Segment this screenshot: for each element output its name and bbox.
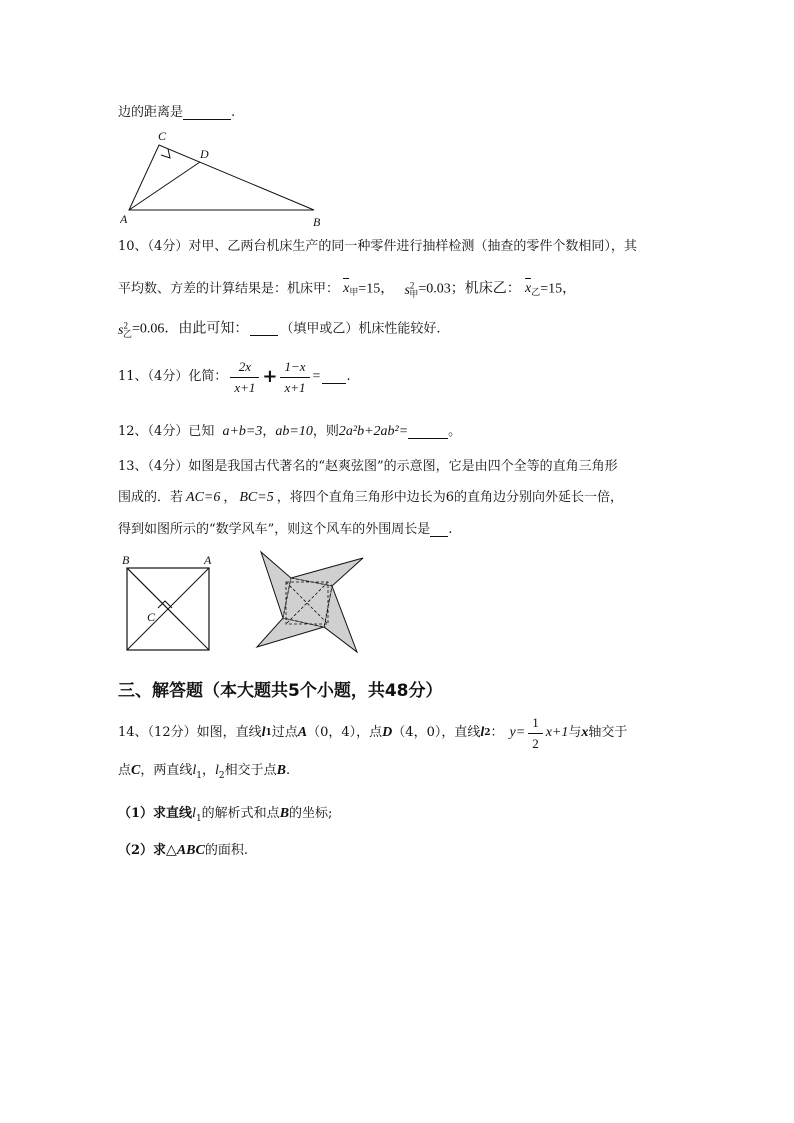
- q9-text: 边的距离是: [118, 105, 184, 120]
- math-windmill-figure: [255, 548, 367, 658]
- q13-number: 13、（4分）: [118, 459, 189, 474]
- q14-part1: （1）求直线$l_1$的解析式和点B的坐标;: [118, 806, 333, 825]
- q10-line3: $s^2_乙=0.06$．由此可知： （填甲或乙）机床性能较好.: [118, 320, 441, 340]
- q12-condition-1: a+b=3: [222, 424, 263, 439]
- label-d: D: [200, 147, 209, 161]
- square-label-b: B: [122, 553, 130, 567]
- q12-condition-2: ab=10: [275, 424, 313, 439]
- q14-part2: （2）求△ABC的面积.: [118, 843, 248, 858]
- q10-mean-yi-symbol: x: [525, 278, 531, 298]
- section-3-heading: 三、解答题（本大题共5个小题，共48分）: [118, 681, 443, 701]
- q14-number: 14、（12分）: [118, 725, 197, 740]
- q11-answer-blank[interactable]: [322, 371, 346, 384]
- q13-line2: 围成的．若 AC=6 ， BC=5 ，将四个直角三角形中边长为6的直角边分别向外延长一倍，: [118, 490, 623, 505]
- zhao-shuang-square-figure: [118, 552, 218, 656]
- q10-text2: 平均数、方差的计算结果是：机床甲：: [118, 281, 340, 297]
- q9-answer-blank[interactable]: [183, 107, 231, 120]
- q12-number: 12、（4分）: [118, 424, 189, 439]
- q14-line1: 14、（12分） 如图，直线 l 1 过点 A （0，4），点 D （4，0），直线 l 2 ： y= $\frac{1}{2}$ x+1 与 x 轴交于: [118, 714, 628, 751]
- q12-answer-blank[interactable]: [408, 426, 448, 439]
- q10-text1: 对甲、乙两台机床生产的同一种零件进行抽样检测（抽查的零件个数相同），其: [188, 239, 637, 254]
- q14-half-fraction: $\frac{1}{2}$: [528, 715, 543, 752]
- q10-mean-jia-symbol: x: [343, 278, 349, 298]
- q13-line3: 得到如图所示的“数学风车”，则这个风车的外围周长是 .: [118, 522, 453, 537]
- triangle-figure: [120, 128, 330, 228]
- label-b: B: [313, 215, 321, 228]
- square-label-c: C: [147, 610, 156, 624]
- q13-answer-blank[interactable]: [430, 524, 448, 537]
- label-a: A: [120, 212, 128, 226]
- q10-text3: （填甲或乙）机床性能较好.: [280, 321, 441, 337]
- q10-number: 10、（4分）: [118, 239, 189, 254]
- q12-expression: 2a²b+2ab²=: [338, 424, 409, 439]
- q11-fraction-2: $\frac{1-x}{x+1}$: [280, 359, 309, 396]
- q11-line: 11、（4分） 化简： $\frac{2x}{x+1}$ + $\frac{1-x}{x+1}$ = .: [118, 358, 351, 395]
- q9-line: [118, 104, 235, 123]
- q10-answer-blank[interactable]: [250, 323, 278, 336]
- q11-number: 11、（4分）: [118, 369, 189, 384]
- q10-line1: [118, 238, 637, 257]
- q10-line2: 平均数、方差的计算结果是：机床甲： $x_甲=15$， $s^2_甲=0.03$；机床乙： $x_乙=15$，: [118, 280, 577, 300]
- q11-text: 化简：: [188, 369, 228, 384]
- q9-end: .: [231, 105, 236, 120]
- label-c: C: [158, 129, 167, 143]
- square-label-a: A: [204, 553, 212, 567]
- q12-line: 12、（4分）已知 a+b=3，ab=10，则2a²b+2ab²= 。: [118, 424, 462, 439]
- q11-fraction-1: $\frac{2x}{x+1}$: [230, 359, 259, 396]
- q13-line1: 13、（4分）如图是我国古代著名的“赵爽弦图”的示意图，它是由四个全等的直角三角形: [118, 459, 618, 474]
- q14-line2: 点C，两直线$l_1$，$l_2$相交于点B.: [118, 763, 291, 782]
